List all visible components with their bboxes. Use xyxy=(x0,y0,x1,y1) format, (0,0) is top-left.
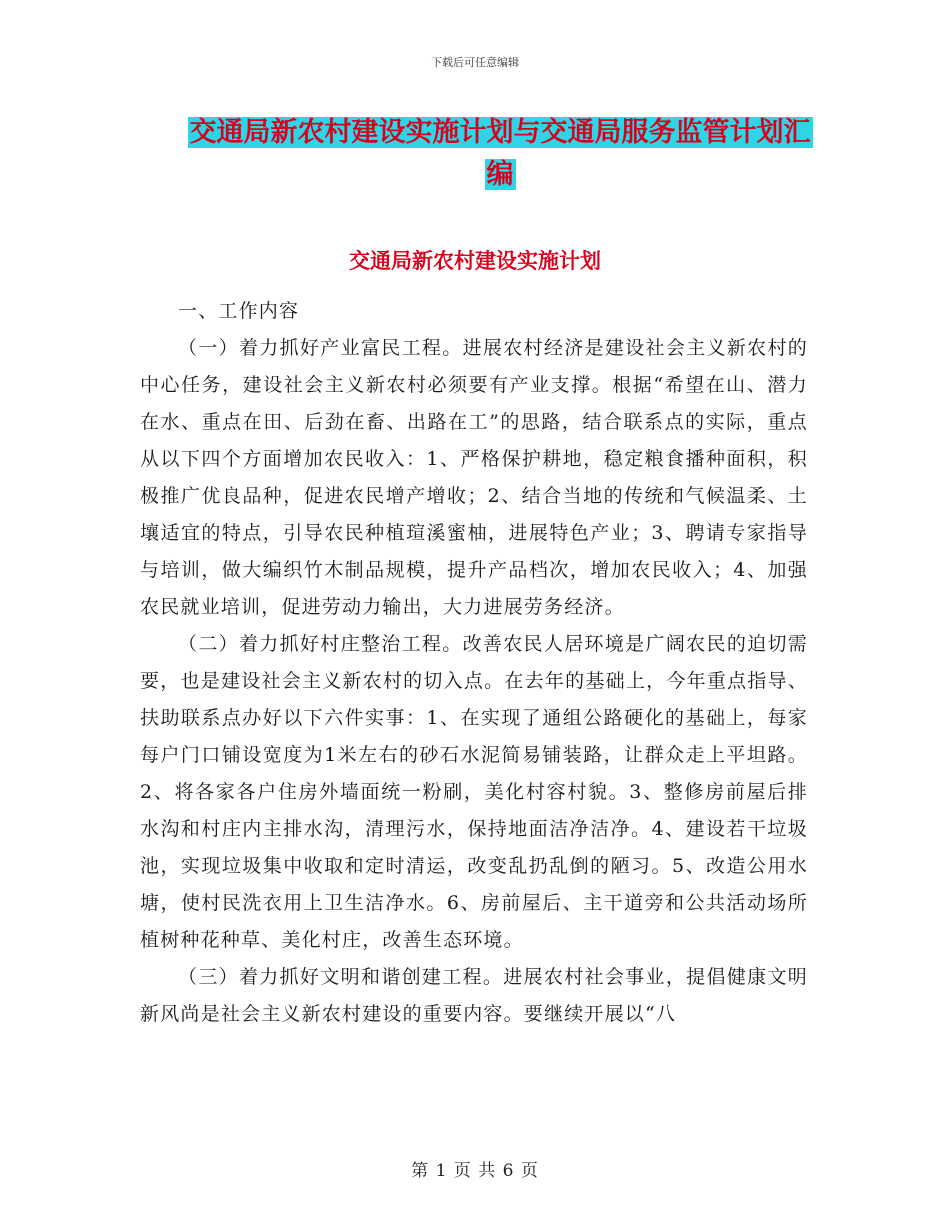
section-title: 交通局新农村建设实施计划 xyxy=(349,248,601,273)
document-title-line1: 交通局新农村建设实施计划与交通局服务监管计划汇 xyxy=(189,117,811,148)
header-note: 下载后可任意编辑 xyxy=(431,56,519,69)
document-title xyxy=(180,112,820,196)
paragraph-3: （三）着力抓好文明和谐创建工程。进展农村社会事业，提倡健康文明新风尚是社会主义新农村建设的重要内容。要继续开展以“八 xyxy=(140,966,808,1025)
paragraph-2: （二）着力抓好村庄整治工程。改善农民人居环境是广阔农民的迫切需要，也是建设社会主义新农村的切入点。在去年的基础上，今年重点指导、扶助联系点办好以下六件实事：1、在实现了通组公路硬化的基础上，每家每户门口铺设宽度为1米左右的砂石水泥简易铺装路，让群众走上平坦路。2、将各家各户住房外墙面统一粉刷，美化村容村貌。3、整修房前屋后排水沟和村庄内主排水沟，清理污水，保持地面洁净洁净。4、建设若干垃圾池，实现垃圾集中收取和定时清运，改变乱扔乱倒的陋习。5、改造公用水塘，使村民洗衣用上卫生洁净水。6、房前屋后、主干道旁和公共活动场所植树种花种草、美化村庄，改善生态环境。 xyxy=(140,633,808,951)
section-heading: 一、工作内容 xyxy=(178,300,300,322)
page-footer: 第 1 页 共 6 页 xyxy=(411,1161,539,1181)
document-title-line2: 编 xyxy=(486,159,514,190)
paragraph-1: （一）着力抓好产业富民工程。进展农村经济是建设社会主义新农村的中心任务，建设社会主义新农村必须要有产业支撑。根据“希望在山、潜力在水、重点在田、后劲在畜、出路在工”的思路，结合联系点的实际，重点从以下四个方面增加农民收入：1、严格保护耕地，稳定粮食播种面积，积极推广优良品种，促进农民增产增收；2、结合当地的传统和气候温柔、土壤适宜的特点，引导农民种植瑄溪蜜柚，进展特色产业；3、聘请专家指导与培训，做大编织竹木制品规模，提升产品档次，增加农民收入；4、加强农民就业培训，促进劳动力输出，大力进展劳务经济。 xyxy=(140,337,808,618)
document-body xyxy=(140,293,808,1033)
